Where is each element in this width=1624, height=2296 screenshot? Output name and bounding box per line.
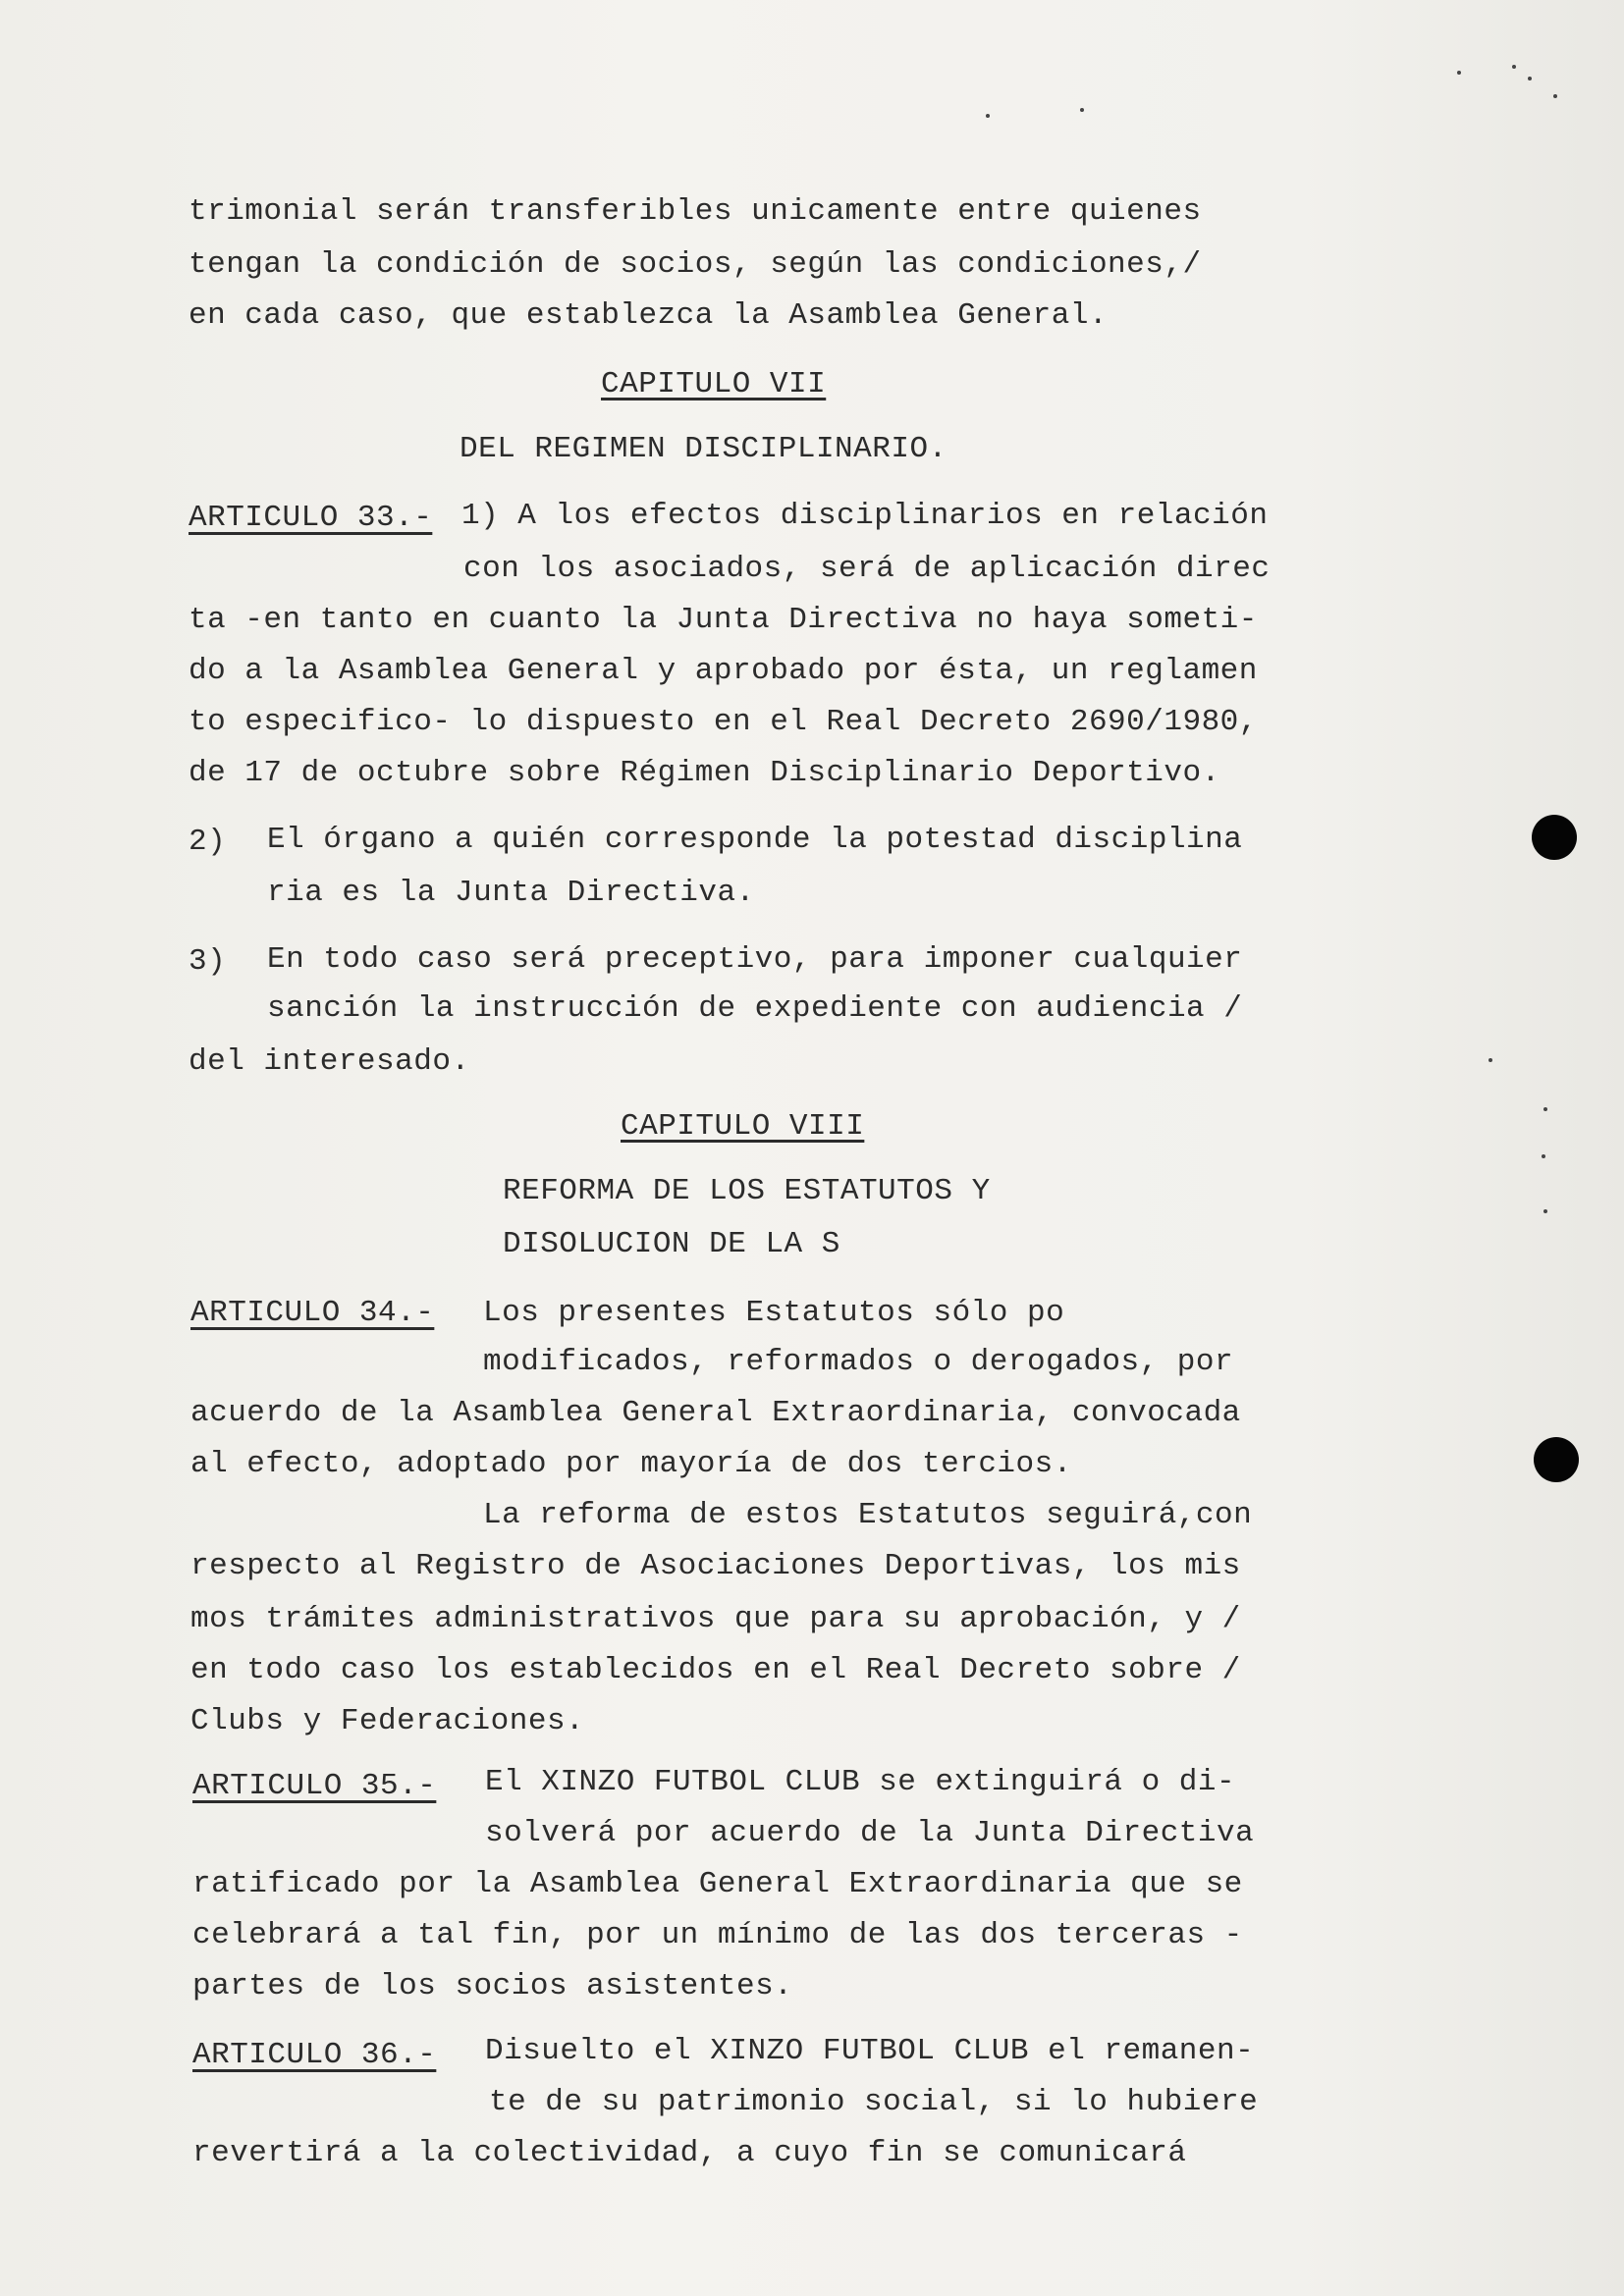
article-36-line: revertirá a la colectividad, a cuyo fin se comunicará [192,2136,1187,2170]
scan-speck [1512,65,1516,69]
scan-speck [986,114,990,118]
scan-speck [1542,1154,1545,1158]
chapter-8-subtitle: REFORMA DE LOS ESTATUTOS Y [503,1174,991,1208]
article-34-line: acuerdo de la Asamblea General Extraordinaria, convocada [190,1396,1241,1430]
article-33-p3-line: sanción la instrucción de expediente con audiencia / [267,991,1243,1026]
article-34-line: al efecto, adoptado por mayoría de dos tercios. [190,1447,1072,1481]
scan-speck [1080,108,1084,112]
scan-speck [1543,1107,1547,1111]
article-33-p3-line: del interesado. [189,1044,470,1079]
scan-speck [1457,71,1461,75]
article-33-p2-number: 2) [189,825,227,859]
article-34-first-line: Los presentes Estatutos sólo po [483,1296,1065,1330]
intro-line: en cada caso, que establezca la Asamblea General. [189,298,1109,333]
intro-line: tengan la condición de socios, según las condiciones,/ [189,247,1202,282]
article-33-first-line: 1) A los efectos disciplinarios en relación [461,499,1269,533]
article-34-line: modificados, reformados o derogados, por [483,1345,1234,1379]
article-33-line: de 17 de octubre sobre Régimen Disciplinario Deportivo. [189,756,1220,790]
chapter-8-subtitle: DISOLUCION DE LA S [503,1227,840,1261]
article-36-first-line: Disuelto el XINZO FUTBOL CLUB el remanen- [485,2034,1255,2068]
article-33-p3-number: 3) [189,944,227,979]
scan-speck [1528,77,1532,80]
article-35-line: partes de los socios asistentes. [192,1969,793,2003]
article-34-line: La reforma de estos Estatutos seguirá,con [483,1498,1253,1532]
punch-hole [1534,1437,1579,1482]
article-34-line: mos trámites administrativos que para su aprobación, y / [190,1602,1241,1636]
article-34-label: ARTICULO 34.- [190,1296,435,1330]
article-33-p2-line: El órgano a quién corresponde la potestad disciplina [267,823,1243,857]
article-34-line: respecto al Registro de Asociaciones Deportivas, los mis [190,1549,1241,1583]
article-33-line: do a la Asamblea General y aprobado por ésta, un reglamen [189,654,1258,688]
article-35-label: ARTICULO 35.- [192,1769,437,1803]
article-33-p2-line: ria es la Junta Directiva. [267,876,755,910]
punch-hole [1532,815,1577,860]
article-33-line: to especifico- lo dispuesto en el Real Decreto 2690/1980, [189,705,1258,739]
article-35-first-line: El XINZO FUTBOL CLUB se extinguirá o di- [485,1765,1236,1799]
article-33-p3-line: En todo caso será preceptivo, para imponer cualquier [267,942,1243,977]
article-35-line: celebrará a tal fin, por un mínimo de las dos terceras - [192,1918,1243,1952]
article-33-line: con los asociados, será de aplicación direc [463,552,1271,586]
article-33-line: ta -en tanto en cuanto la Junta Directiva no haya someti- [189,603,1258,637]
scan-speck [1543,1209,1547,1213]
intro-line: trimonial serán transferibles unicamente entre quienes [189,194,1202,229]
article-35-line: ratificado por la Asamblea General Extraordinaria que se [192,1867,1243,1901]
article-34-line: Clubs y Federaciones. [190,1704,585,1738]
article-36-label: ARTICULO 36.- [192,2038,437,2072]
chapter-8-heading: CAPITULO VIII [621,1109,865,1144]
chapter-7-subtitle: DEL REGIMEN DISCIPLINARIO. [460,432,947,466]
scan-speck [1553,94,1557,98]
article-34-line: en todo caso los establecidos en el Real Decreto sobre / [190,1653,1241,1687]
article-33-label: ARTICULO 33.- [189,501,433,535]
scan-speck [1489,1058,1492,1062]
article-35-line: solverá por acuerdo de la Junta Directiva [485,1816,1255,1850]
article-36-line: te de su patrimonio social, si lo hubiere [489,2085,1259,2119]
chapter-7-heading: CAPITULO VII [601,367,827,401]
